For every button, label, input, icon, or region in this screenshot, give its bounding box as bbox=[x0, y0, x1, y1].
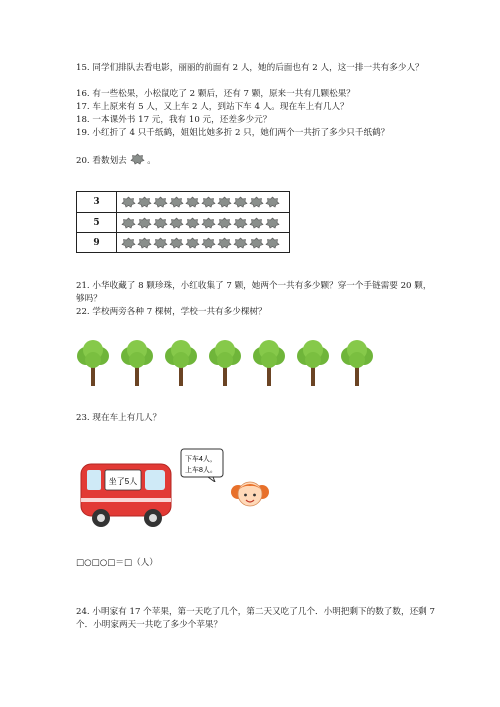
question-15: 15. 同学们排队去看电影，丽丽的前面有 2 人，她的后面也有 2 人，这一排一共有多少人？ bbox=[76, 63, 424, 73]
flower-icon bbox=[233, 196, 248, 208]
flower-icon bbox=[169, 196, 184, 208]
flower-row bbox=[117, 196, 280, 208]
flower-icon bbox=[201, 217, 216, 229]
tree-icon bbox=[120, 340, 154, 386]
flower-row bbox=[117, 217, 280, 229]
bubble-line-2: 上车8人。 bbox=[185, 467, 217, 474]
bus-illustration bbox=[79, 460, 174, 532]
question-23: 23. 现在车上有几人？ bbox=[76, 413, 162, 423]
trees-illustration bbox=[76, 340, 388, 386]
flower-icon bbox=[153, 237, 168, 249]
tree-icon bbox=[76, 340, 110, 386]
question-20-text: 20. 看数划去 bbox=[76, 156, 127, 166]
flower-icon bbox=[265, 237, 280, 249]
flower-icon bbox=[185, 237, 200, 249]
tree-icon bbox=[296, 340, 330, 386]
question-24: 24. 小明家有 17 个苹果，第一天吃了几个，第二天又吃了几个．小明把剩下的数了数，还剩 7 个．小明家两天一共吃了多少个苹果？ bbox=[76, 607, 435, 630]
flower-icon bbox=[265, 217, 280, 229]
bus-sign: 坐了5人 bbox=[108, 477, 138, 486]
flower-row bbox=[117, 237, 280, 249]
flower-icon bbox=[121, 217, 136, 229]
flower-icon bbox=[233, 237, 248, 249]
flower-icon bbox=[121, 196, 136, 208]
question-18: 18. 一本课外书 17 元，我有 10 元，还差多少元？ bbox=[76, 115, 272, 125]
tree-icon bbox=[164, 340, 198, 386]
flower-icon bbox=[121, 237, 136, 249]
flower-icon bbox=[137, 237, 152, 249]
row-number: 9 bbox=[77, 233, 117, 253]
flower-icon bbox=[201, 196, 216, 208]
flower-icon bbox=[185, 217, 200, 229]
question-22: 22. 学校两旁各种 7 棵树，学校一共有多少棵树？ bbox=[76, 307, 267, 317]
flower-icon bbox=[169, 217, 184, 229]
flower-icon bbox=[249, 196, 264, 208]
question-20 bbox=[76, 153, 436, 168]
flower-icon bbox=[233, 217, 248, 229]
table-row bbox=[77, 192, 289, 212]
flower-icon bbox=[249, 237, 264, 249]
tree-icon bbox=[208, 340, 242, 386]
row-number: 5 bbox=[77, 213, 117, 233]
equation-template: □○□○□＝□（人） bbox=[76, 558, 158, 568]
tree-icon bbox=[340, 340, 374, 386]
flower-icon bbox=[153, 217, 168, 229]
flower-icon bbox=[153, 196, 168, 208]
flower-icon bbox=[249, 217, 264, 229]
table-row bbox=[77, 212, 289, 233]
flower-icon bbox=[130, 153, 145, 165]
question-16: 16. 有一些松果，小松鼠吃了 2 颗后，还有 7 颗，原来一共有几颗松果？ bbox=[76, 89, 355, 99]
flower-icon bbox=[265, 196, 280, 208]
question-17: 17. 车上原来有 5 人，又上车 2 人，到站下车 4 人。现在车上有几人？ bbox=[76, 102, 349, 112]
bubble-line-1: 下车4人， bbox=[185, 456, 217, 463]
tree-icon bbox=[252, 340, 286, 386]
flower-icon bbox=[169, 237, 184, 249]
flower-icon bbox=[185, 196, 200, 208]
flower-icon bbox=[137, 196, 152, 208]
flower-icon bbox=[217, 217, 232, 229]
girl-face-icon bbox=[230, 478, 270, 510]
period: 。 bbox=[147, 156, 156, 166]
flower-icon bbox=[217, 237, 232, 249]
speech-bubble bbox=[180, 448, 224, 482]
flower-icon bbox=[201, 237, 216, 249]
flower-icon bbox=[217, 196, 232, 208]
row-number: 3 bbox=[77, 192, 117, 212]
table-row bbox=[77, 232, 289, 253]
flower-icon bbox=[137, 217, 152, 229]
question-21: 21. 小华收藏了 8 颗珍珠，小红收集了 7 颗，她两个一共有多少颗？穿一个手链需要 20 颗，够吗？ bbox=[76, 281, 432, 304]
question-19: 19. 小红折了 4 只千纸鹤，姐姐比她多折 2 只，她们两个一共折了多少只千纸鹤？ bbox=[76, 128, 390, 138]
q20-flower-table bbox=[76, 191, 290, 253]
